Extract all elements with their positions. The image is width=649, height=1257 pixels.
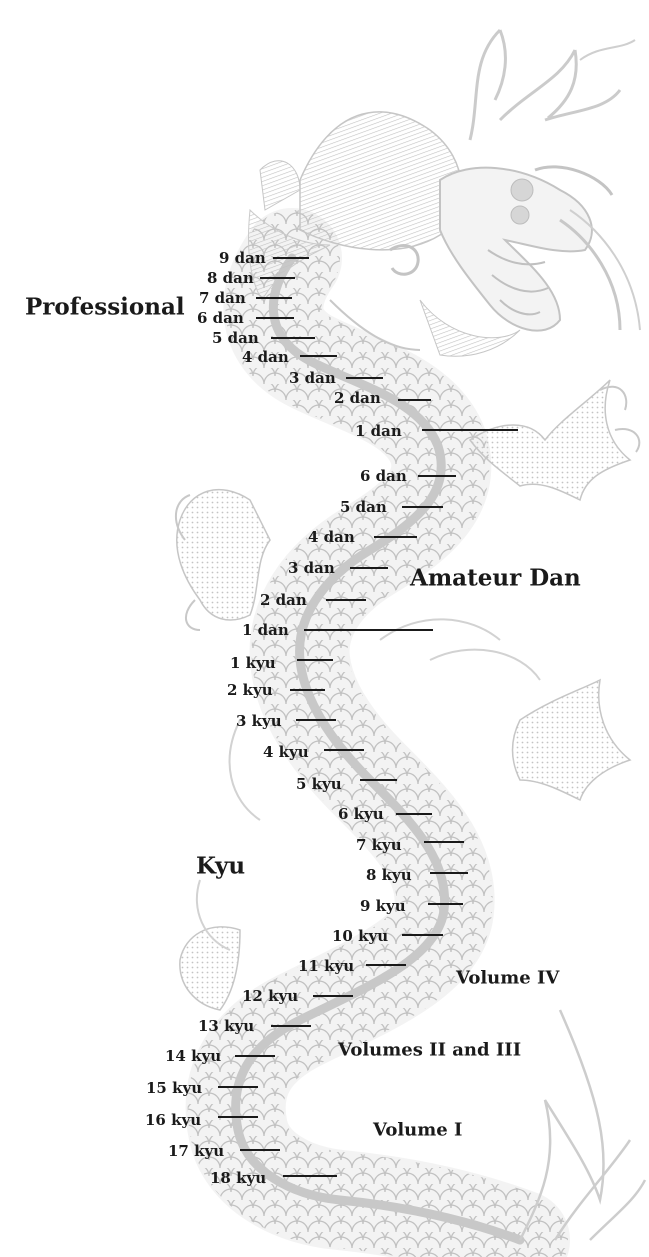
kyu-rank-label: 6 kyu <box>338 805 384 823</box>
kyu-rank-label: 5 kyu <box>296 775 342 793</box>
kyu-rank-tick <box>240 1149 280 1151</box>
pro-rank-label: 5 dan <box>212 329 259 347</box>
pro-rank-tick <box>422 429 518 431</box>
section-amateur-dan: Amateur Dan <box>410 564 581 592</box>
volume-iv-label: Volume IV <box>456 967 560 989</box>
dragon-claw-lower-left <box>180 927 240 1010</box>
dragon-claw-left <box>176 490 270 630</box>
kyu-rank-label: 15 kyu <box>146 1079 203 1097</box>
kyu-rank-tick <box>218 1116 258 1118</box>
amateur-rank-tick <box>304 629 433 631</box>
pro-rank-label: 3 dan <box>289 369 336 387</box>
kyu-rank-tick <box>366 964 406 966</box>
kyu-rank-label: 9 kyu <box>360 897 406 915</box>
kyu-rank-label: 17 kyu <box>168 1142 225 1160</box>
kyu-rank-tick <box>396 813 432 815</box>
kyu-rank-tick <box>290 689 325 691</box>
pro-rank-label: 1 dan <box>355 422 402 440</box>
pro-rank-tick <box>256 317 294 319</box>
dragon-claw-lower-right <box>513 680 631 800</box>
kyu-rank-tick <box>430 872 468 874</box>
kyu-rank-tick <box>424 841 464 843</box>
amateur-rank-label: 5 dan <box>340 498 387 516</box>
volume-i-label: Volume I <box>373 1119 463 1141</box>
amateur-rank-tick <box>374 536 417 538</box>
kyu-rank-tick <box>296 719 336 721</box>
amateur-rank-tick <box>418 475 456 477</box>
amateur-rank-tick <box>402 506 443 508</box>
pro-rank-label: 4 dan <box>242 348 289 366</box>
kyu-rank-tick <box>313 995 353 997</box>
kyu-rank-label: 7 kyu <box>356 836 402 854</box>
kyu-rank-label: 16 kyu <box>145 1111 202 1129</box>
pro-rank-label: 9 dan <box>219 249 266 267</box>
kyu-rank-tick <box>402 934 443 936</box>
pro-rank-tick <box>271 337 315 339</box>
dragon-claw-upper-right <box>470 380 639 500</box>
kyu-rank-label: 1 kyu <box>230 654 276 672</box>
kyu-rank-tick <box>271 1025 311 1027</box>
volumes-ii-iii-label: Volumes II and III <box>338 1039 522 1061</box>
kyu-rank-label: 13 kyu <box>198 1017 255 1035</box>
pro-rank-label: 2 dan <box>334 389 381 407</box>
amateur-rank-tick <box>350 567 388 569</box>
kyu-rank-label: 12 kyu <box>242 987 299 1005</box>
amateur-rank-label: 4 dan <box>308 528 355 546</box>
pro-rank-label: 7 dan <box>199 289 246 307</box>
amateur-rank-label: 6 dan <box>360 467 407 485</box>
pro-rank-label: 6 dan <box>197 309 244 327</box>
kyu-rank-tick <box>218 1086 258 1088</box>
kyu-rank-label: 10 kyu <box>332 927 389 945</box>
pro-rank-tick <box>300 355 337 357</box>
section-kyu: Kyu <box>196 852 246 880</box>
pro-rank-label: 8 dan <box>207 269 254 287</box>
kyu-rank-label: 11 kyu <box>298 957 355 975</box>
kyu-rank-tick <box>360 779 397 781</box>
kyu-rank-tick <box>297 659 333 661</box>
pro-rank-tick <box>398 399 431 401</box>
amateur-rank-label: 1 dan <box>242 621 289 639</box>
pro-rank-tick <box>346 377 383 379</box>
kyu-rank-tick <box>235 1055 275 1057</box>
pro-rank-tick <box>260 277 295 279</box>
kyu-rank-label: 8 kyu <box>366 866 412 884</box>
pro-rank-tick <box>256 297 292 299</box>
amateur-rank-label: 3 dan <box>288 559 335 577</box>
kyu-rank-label: 18 kyu <box>210 1169 267 1187</box>
pro-rank-tick <box>273 257 309 259</box>
section-professional: Professional <box>25 293 185 321</box>
amateur-rank-tick <box>326 599 366 601</box>
kyu-rank-label: 14 kyu <box>165 1047 222 1065</box>
kyu-rank-tick <box>324 749 364 751</box>
kyu-rank-tick <box>283 1175 337 1177</box>
kyu-rank-label: 4 kyu <box>263 743 309 761</box>
kyu-rank-tick <box>428 903 463 905</box>
kyu-rank-label: 2 kyu <box>227 681 273 699</box>
amateur-rank-label: 2 dan <box>260 591 307 609</box>
kyu-rank-label: 3 kyu <box>236 712 282 730</box>
